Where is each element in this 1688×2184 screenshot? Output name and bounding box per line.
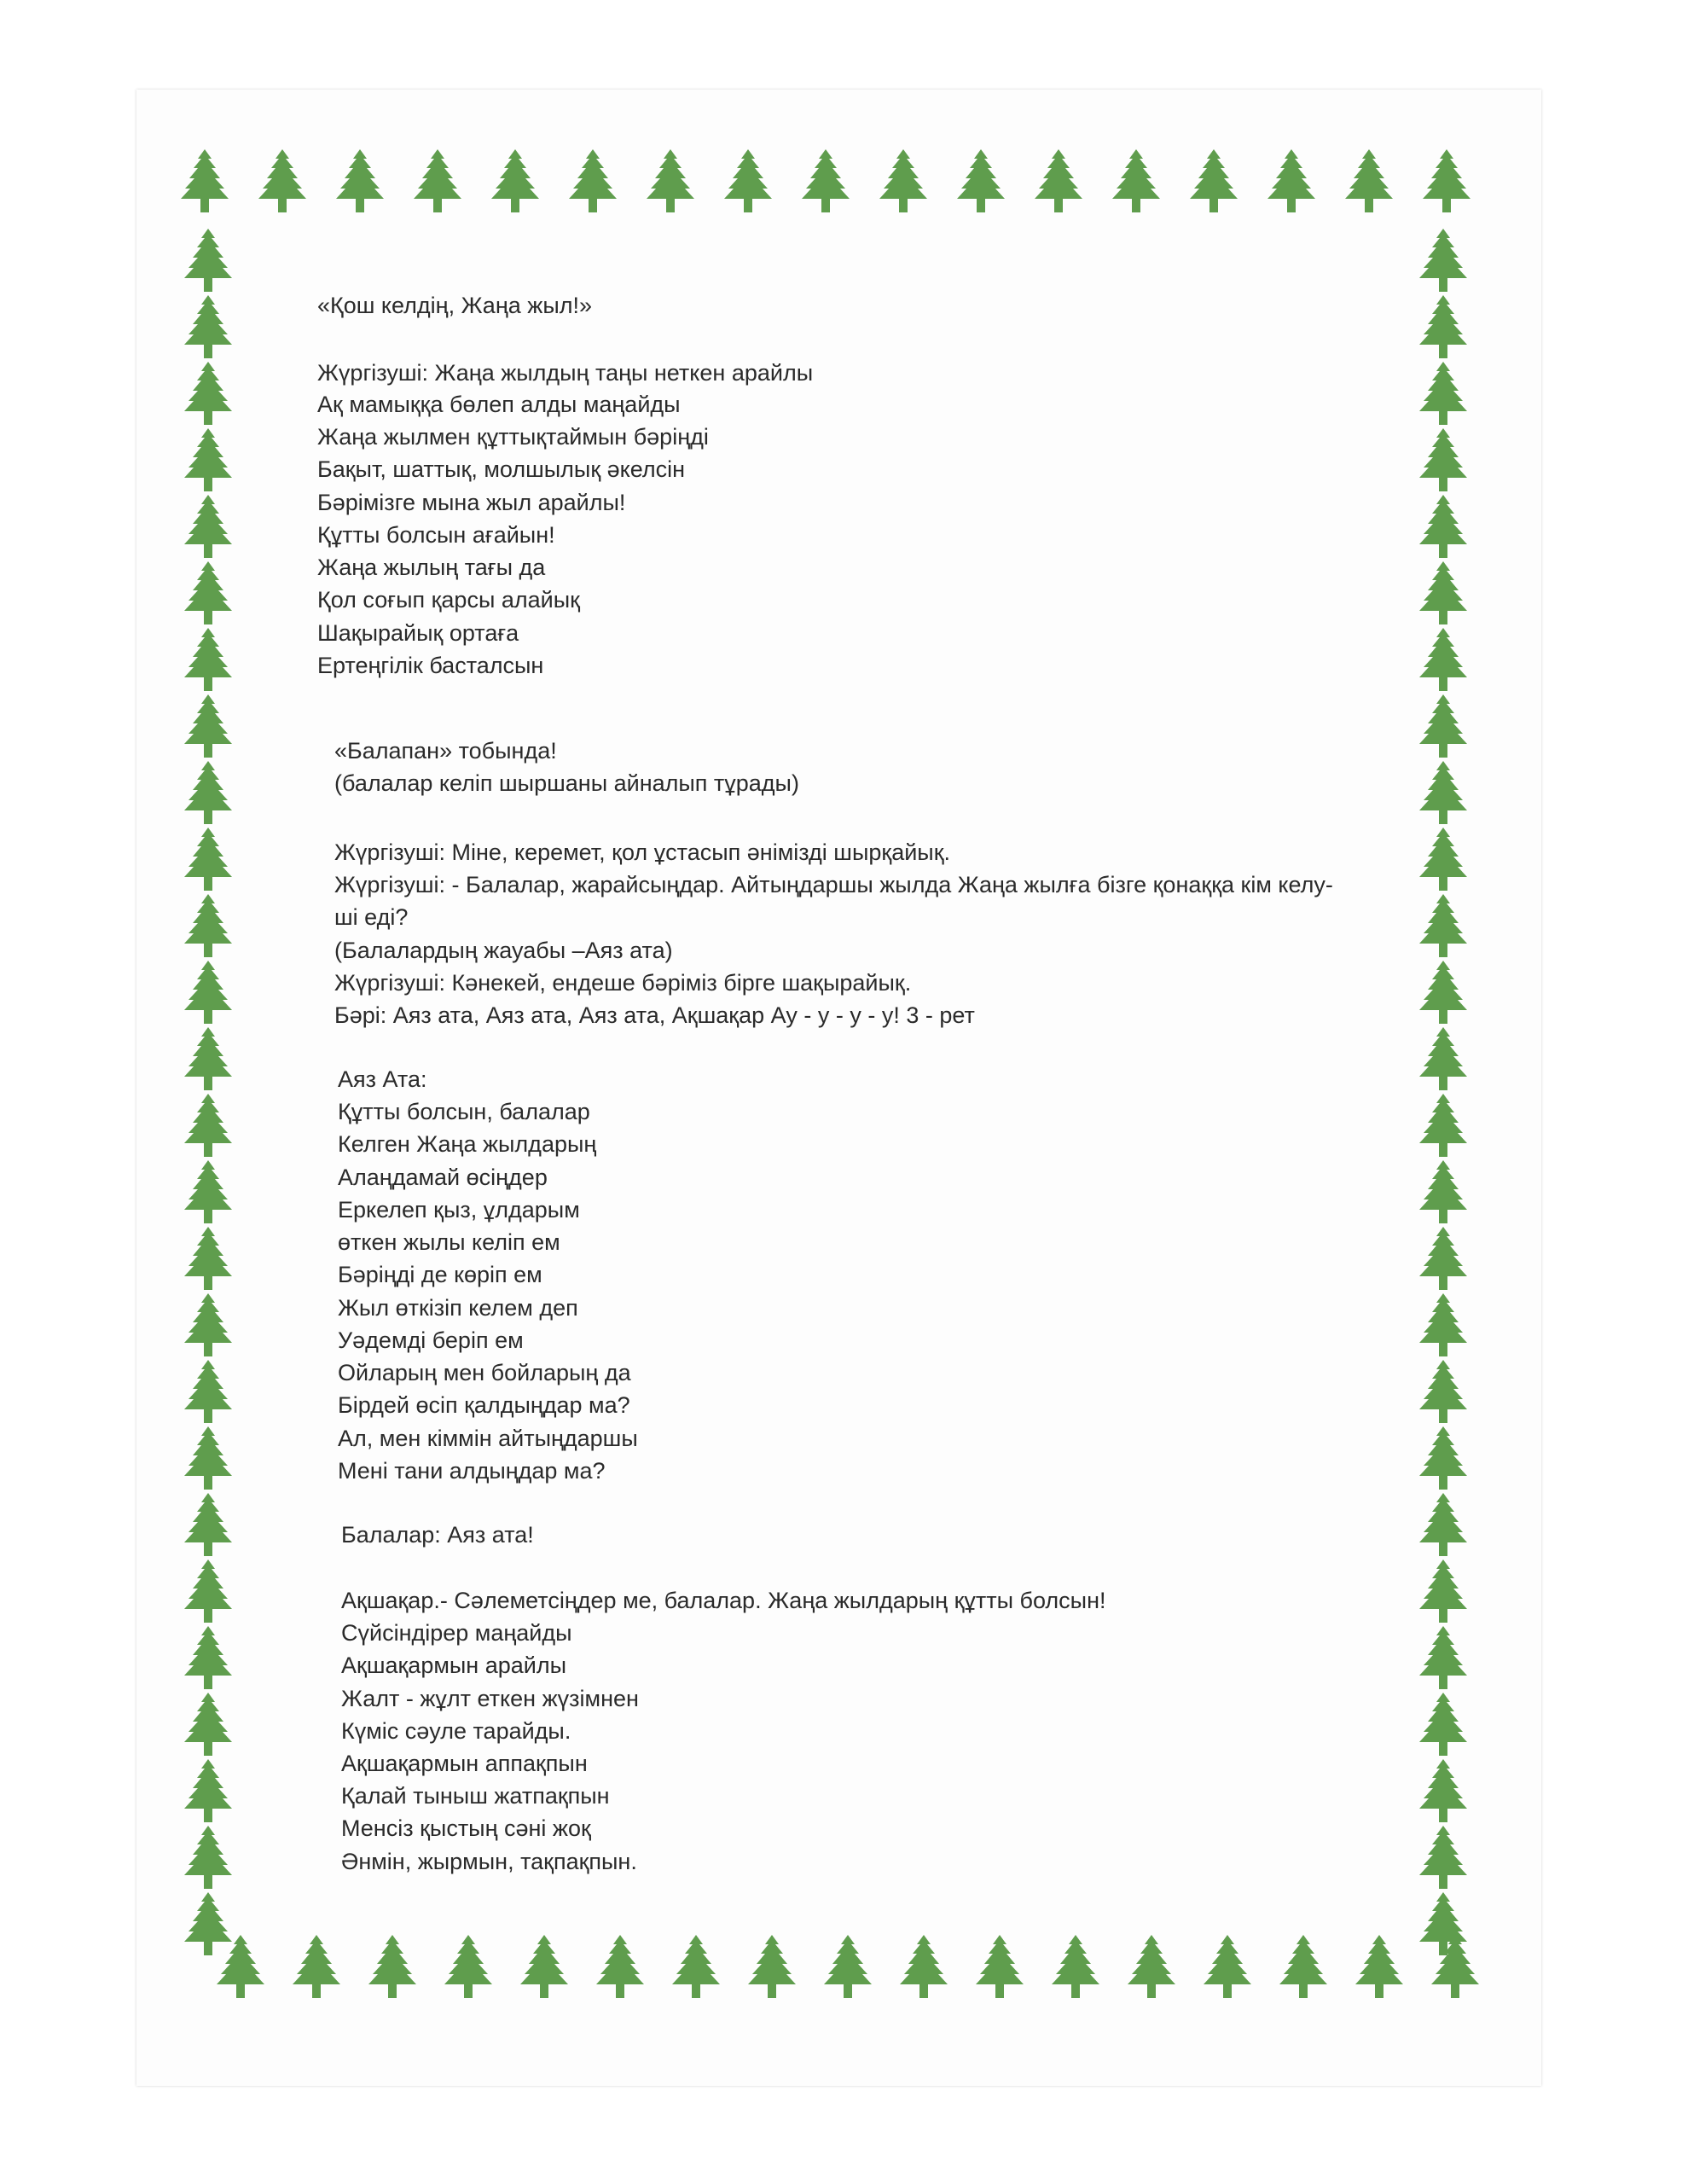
text-line: Аяз Ата:: [338, 1066, 427, 1092]
text-line: Бірдей өсіп қалдыңдар ма?: [338, 1392, 630, 1418]
text-line: Бәрімізге мына жыл арайлы!: [317, 490, 626, 515]
text-line: Жүргізуші: Жаңа жылдың таңы неткен арайлы: [317, 360, 814, 386]
text-line: (балалар келіп шыршаны айналып тұрады): [334, 770, 799, 796]
text-line: Ойларың мен бойларың да: [338, 1360, 631, 1385]
text-line: (Балалардың жауабы –Аяз ата): [334, 938, 673, 963]
text-line: Ертеңгілік басталсын: [317, 653, 544, 678]
text-line: Жүргізуші: - Балалар, жарайсыңдар. Айтыңдаршы жылда Жаңа жылға бізге қонаққа кім келу-: [334, 872, 1333, 897]
text-line: ші еді?: [334, 904, 409, 930]
document-title: «Қош келдің, Жаңа жыл!»: [317, 293, 592, 318]
text-line: Менсіз қыстың сәні жоқ: [341, 1815, 591, 1841]
text-line: Ақшақар.- Сәлеметсіңдер ме, балалар. Жаңа жылдарың құтты болсын!: [341, 1588, 1106, 1613]
text-line: Әнмін, жырмын, тақпақпын.: [341, 1849, 637, 1874]
text-line: Қалай тыныш жатпақпын: [341, 1783, 610, 1809]
text-line: Қол соғып қарсы алайық: [317, 587, 580, 613]
text-line: Жүргізуші: Міне, керемет, қол ұстасып әнімізді шырқайық.: [334, 839, 951, 865]
text-line: Құтты болсын, балалар: [338, 1099, 590, 1124]
text-line: Ақшақармын аппақпын: [341, 1751, 588, 1776]
text-line: Ақ мамыққа бөлеп алды маңайды: [317, 392, 681, 417]
text-line: Жыл өткізіп келем деп: [338, 1295, 578, 1321]
text-line: Жаңа жылмен құттықтаймын бәріңді: [317, 424, 709, 450]
text-line: Мені тани алдыңдар ма?: [338, 1458, 606, 1484]
text-line: өткен жылы келіп ем: [338, 1229, 560, 1255]
text-line: Құтты болсын ағайын!: [317, 522, 555, 548]
text-line: Еркелеп қыз, ұлдарым: [338, 1197, 580, 1223]
text-line: Балалар: Аяз ата!: [341, 1522, 534, 1548]
text-line: Бәрі: Аяз ата, Аяз ата, Аяз ата, Ақшақар Ау - у - у - у! 3 - рет: [334, 1002, 975, 1028]
text-line: «Балапан» тобында!: [334, 738, 557, 764]
text-line: Күміс сәуле тарайды.: [341, 1718, 571, 1744]
text-line: Бақыт, шаттық, молшылық әкелсін: [317, 456, 686, 482]
text-line: Жалт - жұлт еткен жүзімнен: [341, 1686, 639, 1711]
text-line: Бәріңді де көріп ем: [338, 1262, 542, 1287]
text-line: Ақшақармын арайлы: [341, 1653, 567, 1678]
text-line: Сүйсіндірер маңайды: [341, 1620, 572, 1646]
text-line: Уәдемді беріп ем: [338, 1327, 524, 1353]
text-line: Алаңдамай өсіңдер: [338, 1165, 548, 1190]
text-line: Жаңа жылың тағы да: [317, 555, 546, 580]
text-line: Ал, мен кіммін айтыңдаршы: [338, 1426, 638, 1451]
text-line: Келген Жаңа жылдарың: [338, 1131, 597, 1157]
text-line: Жүргізуші: Кәнекей, ендеше бәріміз бірге шақырайық.: [334, 970, 912, 996]
text-line: Шақырайық ортаға: [317, 620, 519, 646]
